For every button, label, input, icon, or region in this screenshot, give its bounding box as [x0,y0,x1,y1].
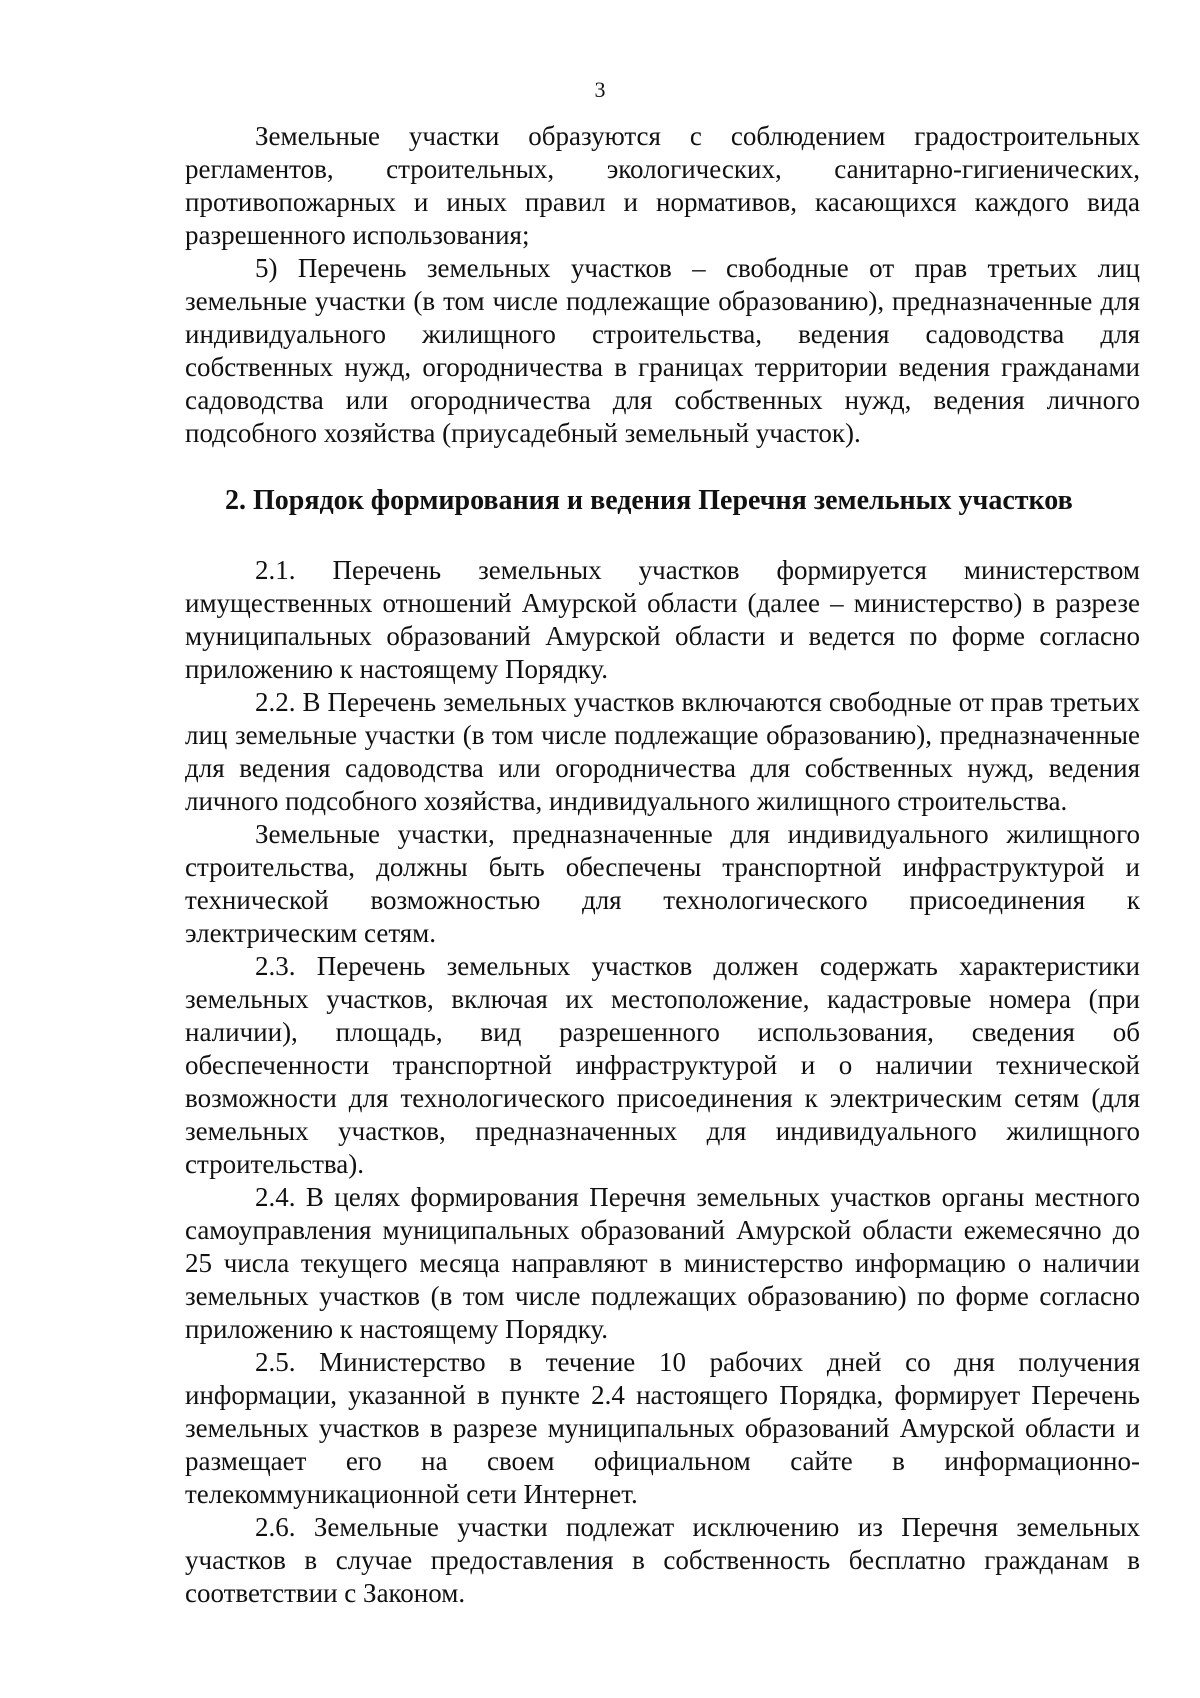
paragraph-2-5: 2.5. Министерство в течение 10 рабочих дней со дня получения информации, указанной в пункте 2.4 настоящего Порядка, формирует Перечень земельных участков в разрезе муниципальных образований Амурской области и размещает его на своем официальном сайте в информационно-телекоммуникационной сети Интернет. [185,1347,1140,1509]
paragraph-definition-list: 5) Перечень земельных участков – свободные от прав третьих лиц земельные участки (в том числе подлежащие образованию), предназначенные для индивидуального жилищного строительства, ведения садоводства для собственных нужд, огородничества в границах территории ведения гражданами садоводства или огородничества для собственных нужд, ведения личного подсобного хозяйства (приусадебный земельный участок). [185,253,1140,448]
section-heading: 2. Порядок формирования и ведения Перечня земельных участков [225,485,1073,516]
paragraph-2-3: 2.3. Перечень земельных участков должен содержать характеристики земельных участков, включая их местоположение, кадастровые номера (при наличии), площадь, вид разрешенного использования, сведения об обеспеченности транспортной инфраструктурой и о наличии технической возможности для технологического присоединения к электрическим сетям (для земельных участков, предназначенных для индивидуального жилищного строительства). [185,951,1140,1179]
page-number: 3 [594,77,606,102]
paragraph-land-plots-formation: Земельные участки образуются с соблюдением градостроительных регламентов, строительных, экологических, санитарно-гигиенических, противопожарных и иных правил и нормативов, касающихся каждого вида разрешенного использования; [185,121,1140,250]
paragraph-2-1: 2.1. Перечень земельных участков формируется министерством имущественных отношений Амурской области (далее – министерство) в разрезе муниципальных образований Амурской области и ведется по форме согласно приложению к настоящему Порядку. [185,555,1140,684]
paragraph-2-6: 2.6. Земельные участки подлежат исключению из Перечня земельных участков в случае предоставления в собственность бесплатно гражданам в соответствии с Законом. [185,1512,1140,1608]
paragraph-2-2: 2.2. В Перечень земельных участков включаются свободные от прав третьих лиц земельные участки (в том числе подлежащие образованию), предназначенные для ведения садоводства или огородничества для собственных нужд, ведения личного подсобного хозяйства, индивидуального жилищного строительства. [185,687,1140,816]
document-body [185,120,1140,1610]
paragraph-2-4: 2.4. В целях формирования Перечня земельных участков органы местного самоуправления муниципальных образований Амурской области ежемесячно до 25 числа текущего месяца направляют в министерство информацию о наличии земельных участков (в том числе подлежащих образованию) по форме согласно приложению к настоящему Порядку. [185,1182,1140,1344]
paragraph-2-2-continued: Земельные участки, предназначенные для индивидуального жилищного строительства, должны быть обеспечены транспортной инфраструктурой и технической возможностью для технологического присоединения к электрическим сетям. [185,819,1140,948]
